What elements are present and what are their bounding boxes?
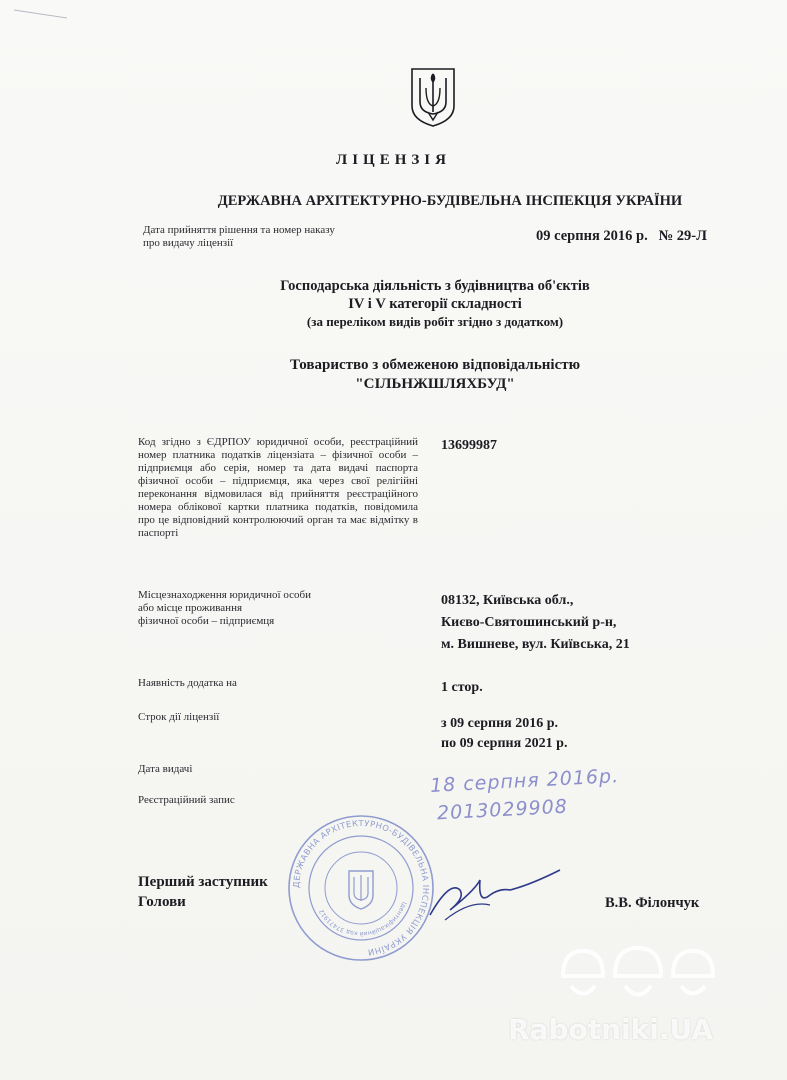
term-to: по 09 серпня 2021 р.	[441, 736, 568, 751]
handwritten-issue-date: 18 серпня 2016р.	[429, 765, 620, 797]
signer-name: В.В. Філончук	[605, 895, 700, 911]
address-line-2: Києво-Святошинський р-н,	[441, 615, 617, 630]
signer-position	[138, 872, 268, 912]
coat-of-arms-icon	[408, 66, 458, 128]
address-label-line-3: фізичної особи – підприємця	[138, 615, 275, 627]
corner-pen-mark	[12, 8, 72, 20]
activity-line-3: (за переліком видів робіт згідно з додатком)	[306, 314, 564, 329]
signer-position-line-1: Перший заступник	[138, 874, 268, 890]
registry-label: Реєстраційний запис	[138, 794, 235, 806]
company-type: Товариство з обмеженою відповідальністю	[289, 357, 581, 373]
address-line-3: м. Вишневе, вул. Київська, 21	[441, 637, 630, 652]
edrpou-label: Код згідно з ЄДРПОУ юридичної особи, реєстраційний номер платника податків ліцензіата – фізичної особи – підприємця або серія, номер та дата видачі паспорта фізичної особи – підприємця, яка через свої релігійні переконання відмовилася від прийняття реєстраційного номера облікової картки платника податків, повідомила про це відповідний контролюючий орган та має відмітку в паспорті	[138, 436, 418, 539]
company-name: "СІЛЬНЖШЛЯХБУД"	[355, 376, 515, 392]
edrpou-value: 13699987	[441, 438, 497, 453]
term-label: Строк дії ліцензії	[138, 711, 220, 723]
address-value	[441, 590, 630, 656]
address-label-line-1: Місцезнаходження юридичної особи	[138, 589, 311, 601]
issuer-name: ДЕРЖАВНА АРХІТЕКТУРНО-БУДІВЕЛЬНА ІНСПЕКЦІЯ УКРАЇНИ	[217, 193, 683, 209]
signer-position-line-2: Голови	[138, 894, 186, 910]
company-block	[150, 356, 720, 394]
decision-value: 09 серпня 2016 р. № 29-Л	[536, 228, 707, 244]
term-from: з 09 серпня 2016 р.	[441, 716, 559, 731]
official-seal	[286, 813, 436, 963]
decision-label: Дата прийняття рішення та номер наказу про видачу ліцензії	[143, 224, 335, 249]
handwritten-registry-number: 2013029908	[436, 795, 569, 825]
issue-date-label: Дата видачі	[138, 763, 193, 775]
seal-ring-text: ДЕРЖАВНА АРХІТЕКТУРНО-БУДІВЕЛЬНА ІНСПЕКЦІЯ УКРАЇНИ	[290, 817, 432, 958]
document-title: ЛІЦЕНЗІЯ	[336, 152, 451, 168]
activity-line-1: Господарська діяльність з будівництва об'єктів	[280, 278, 590, 294]
watermark-text: Rabotniki.UA	[508, 1013, 714, 1046]
svg-text:Ідентифікаційний код 37471912	[318, 901, 408, 937]
appendix-value: 1 стор.	[441, 680, 483, 695]
watermark-workers-icon	[553, 936, 723, 1006]
term-value	[441, 714, 567, 754]
activity-block	[150, 277, 720, 331]
appendix-label: Наявність додатка на	[138, 677, 237, 689]
address-line-1: 08132, Київська обл.,	[441, 593, 574, 608]
signature	[420, 860, 570, 930]
address-label-line-2: або місце проживання	[138, 602, 243, 614]
seal-inner-text: Ідентифікаційний код 37471912	[317, 900, 408, 938]
activity-line-2: IV і V категорії складності	[348, 296, 522, 312]
address-label	[138, 589, 378, 628]
